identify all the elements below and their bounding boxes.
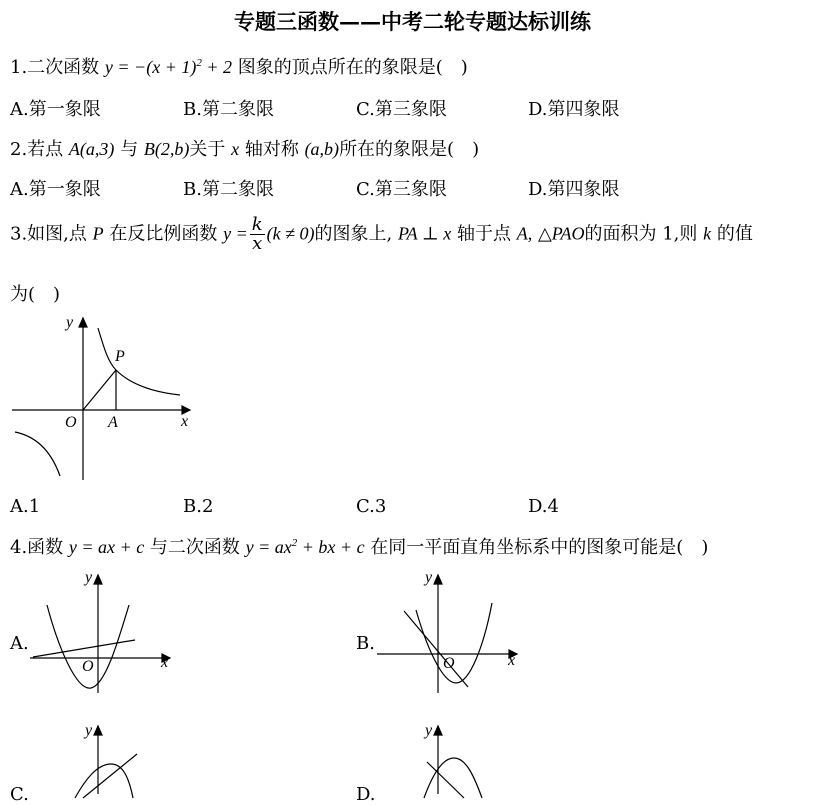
q4-quadratic: y = ax	[245, 537, 292, 557]
q3-option-c: C.3	[356, 496, 387, 517]
q2-axis: x	[231, 139, 240, 159]
q3-prefix: 3.如图,点	[10, 223, 87, 245]
q4-prefix: 4.函数	[10, 537, 64, 558]
q2-option-b: B.第二象限	[183, 179, 274, 200]
parabola	[424, 758, 482, 798]
q2-prefix: 2.若点	[10, 139, 64, 160]
q3-graph-y-label: y	[66, 314, 74, 331]
q4-a-x-label: x	[161, 654, 169, 671]
q4-b-x-label: x	[508, 652, 516, 669]
q2-with: 与	[120, 139, 139, 160]
q1-prefix: 1.二次函数	[10, 57, 100, 78]
q3-triangle: △PAO	[537, 223, 585, 244]
q4-linear: y = ax + c	[68, 537, 145, 557]
q4-a-o-label: O	[82, 658, 94, 675]
q4-option-d-label: D.	[356, 784, 376, 805]
q4-option-b-label: B.	[356, 633, 375, 654]
q3-mid3: 轴于点	[457, 223, 511, 245]
q3-graph-o-label: O	[65, 414, 77, 431]
q3-option-a: A.1	[10, 496, 41, 517]
q4-option-a-label: A.	[10, 633, 29, 654]
q3-mid2: 的图象上,	[314, 223, 393, 245]
q2-option-c: C.第三象限	[356, 179, 447, 200]
q1-option-d: D.第四象限	[528, 99, 620, 120]
line	[427, 762, 464, 798]
y-axis-arrow	[79, 318, 87, 327]
q3-mid: 在反比例函数	[109, 223, 218, 245]
question-2	[10, 135, 479, 161]
line	[404, 611, 468, 687]
q2-pair: (a,b)	[304, 139, 340, 159]
q1-formula: y = −(x + 1)	[104, 57, 197, 77]
q1-option-c: C.第三象限	[356, 99, 447, 120]
parabola	[47, 605, 129, 688]
q2-point-b: B(2,b)	[143, 139, 190, 159]
q2-option-d: D.第四象限	[528, 179, 620, 200]
q2-suffix: 所在的象限是( )	[339, 139, 480, 160]
q3-denominator: x	[252, 233, 263, 254]
q1-exponent: 2	[196, 57, 202, 69]
q4-graph-c	[25, 720, 185, 794]
q3-fraction	[250, 216, 265, 253]
question-1	[10, 53, 468, 79]
q1-formula-tail: + 2	[201, 57, 232, 77]
q2-point-a: A(a,3)	[68, 139, 115, 159]
q3-perp: PA ⊥ x	[398, 223, 452, 244]
q2-mid2: 轴对称	[244, 139, 299, 160]
q3-mid4: 的面积为 1,则	[584, 223, 698, 245]
q3-graph	[0, 300, 200, 490]
question-4	[10, 533, 708, 559]
q4-c-y-label: y	[85, 722, 93, 739]
q3-suffix: 的值	[716, 223, 753, 245]
q3-option-b: B.2	[183, 496, 214, 517]
q2-mid: 关于	[189, 139, 226, 160]
q4-suffix: 在同一平面直角坐标系中的图象可能是( )	[370, 537, 709, 558]
q3-line2: 为( )	[10, 284, 61, 305]
q4-b-o-label: O	[443, 655, 455, 672]
q3-graph-x-label: x	[181, 413, 189, 430]
q3-condition: (k ≠ 0)	[266, 223, 315, 244]
line	[83, 754, 137, 798]
q3-y-eq: y =	[223, 223, 248, 244]
q3-numerator: k	[251, 214, 263, 235]
q3-option-d: D.4	[528, 496, 559, 517]
q4-b-y-label: y	[425, 569, 433, 586]
hyperbola-branch-1	[98, 328, 180, 395]
page-title: 专题三函数——中考二轮专题达标训练	[234, 9, 591, 34]
q1-option-a: A.第一象限	[10, 99, 101, 120]
q4-quadratic-tail: + bx + c	[297, 537, 365, 557]
question-3	[10, 216, 753, 253]
q3-graph-a-label: A	[108, 414, 118, 431]
q3-graph-p-label: P	[115, 348, 125, 365]
line	[33, 640, 135, 657]
q3-k: k	[703, 223, 712, 244]
q4-graph-d	[372, 720, 532, 794]
segment-po	[83, 370, 116, 410]
q3-point-a: A,	[516, 223, 533, 244]
q4-graph-a	[25, 565, 185, 695]
q1-option-b: B.第二象限	[183, 99, 274, 120]
q4-mid: 与二次函数	[149, 537, 240, 558]
q3-point-p: P	[92, 223, 104, 244]
q4-a-y-label: y	[85, 569, 93, 586]
q2-option-a: A.第一象限	[10, 179, 101, 200]
hyperbola-branch-2	[15, 432, 60, 476]
q1-suffix: 图象的顶点所在的象限是( )	[237, 57, 468, 78]
q4-d-y-label: y	[425, 722, 433, 739]
q4-exponent: 2	[291, 537, 298, 549]
q4-graph-b	[372, 565, 532, 695]
q4-option-c-label: C.	[10, 784, 29, 805]
